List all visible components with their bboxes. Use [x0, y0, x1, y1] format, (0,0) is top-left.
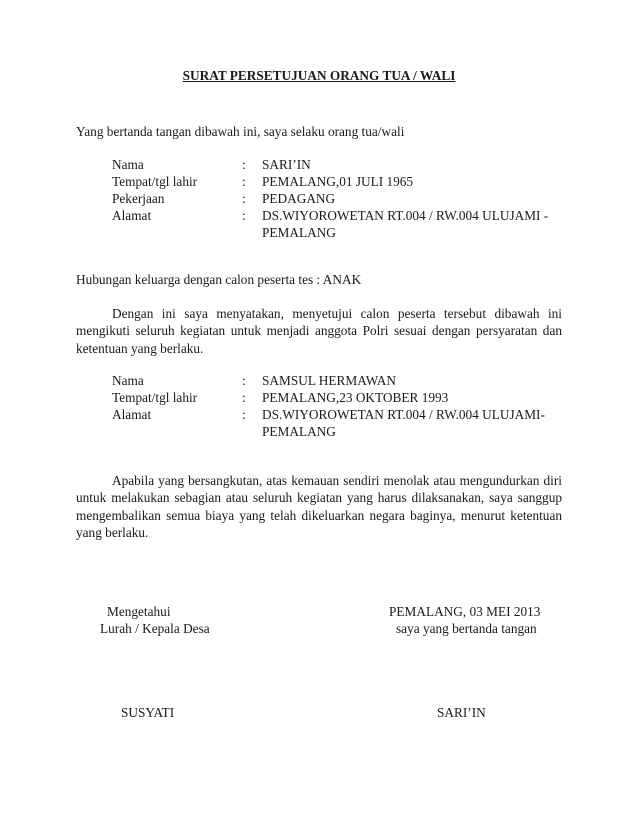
parent-address-value-1: DS.WIYOROWETAN RT.004 / RW.004 ULUJAMI - [262, 208, 549, 223]
parent-address-label: Alamat [112, 208, 152, 223]
parent-birth-value: PEMALANG,01 JULI 1965 [262, 174, 414, 189]
parent-occupation-label: Pekerjaan [112, 191, 165, 206]
intro-line: Yang bertanda tangan dibawah ini, saya selaku orang tua/wali [76, 124, 405, 139]
commitment-paragraph-text: Apabila yang bersangkutan, atas kemauan sendiri menolak atau mengundurkan diri untuk melakukan sebagian atau seluruh kegiatan yang harus dilaksanakan, saya sanggup mengembalikan semua biaya yang telah dikeluarkan negara baginya, menurut ketentuan yang berlaku. [76, 473, 562, 540]
candidate-address-value-1: DS.WIYOROWETAN RT.004 / RW.004 ULUJAMI- [262, 407, 545, 422]
colon: : [242, 208, 246, 223]
colon: : [242, 191, 246, 206]
consent-paragraph-text: Dengan ini saya menyatakan, menyetujui calon peserta tersebut dibawah ini mengikuti seluruh kegiatan untuk menjadi anggota Polri sesuai dengan persyaratan dan ketentuan yang berlaku. [76, 306, 562, 356]
parent-name-value: SARI’IN [262, 157, 311, 172]
candidate-address-label: Alamat [112, 407, 152, 422]
colon: : [242, 157, 246, 172]
candidate-name-row [0, 373, 638, 390]
relation-line: Hubungan keluarga dengan calon peserta tes : ANAK [76, 272, 362, 287]
parent-name-row [0, 157, 638, 174]
parent-address-row [0, 208, 638, 225]
parent-address-row-2 [0, 225, 638, 242]
candidate-birth-label: Tempat/tgl lahir [112, 390, 198, 405]
candidate-name-label: Nama [112, 373, 144, 388]
village-head-label: Lurah / Kepala Desa [100, 621, 210, 636]
letter-title: SURAT PERSETUJUAN ORANG TUA / WALI [182, 68, 456, 83]
candidate-address-row [0, 407, 638, 424]
colon: : [242, 407, 246, 422]
candidate-address-value-2: PEMALANG [262, 424, 336, 439]
signer-caption: saya yang bertanda tangan [396, 621, 537, 636]
parent-birth-label: Tempat/tgl lahir [112, 174, 198, 189]
parent-address-value-2: PEMALANG [262, 225, 336, 240]
candidate-name-value: SAMSUL HERMAWAN [262, 373, 397, 388]
colon: : [242, 390, 246, 405]
candidate-birth-row [0, 390, 638, 407]
colon: : [242, 373, 246, 388]
commitment-paragraph [76, 472, 562, 541]
consent-paragraph [76, 305, 562, 357]
place-date-label: PEMALANG, 03 MEI 2013 [389, 604, 541, 619]
parent-name-label: Nama [112, 157, 144, 172]
colon: : [242, 174, 246, 189]
parent-birth-row [0, 174, 638, 191]
village-head-name: SUSYATI [121, 705, 175, 720]
candidate-birth-value: PEMALANG,23 OKTOBER 1993 [262, 390, 449, 405]
acknowledged-label: Mengetahui [107, 604, 171, 619]
parent-occupation-row [0, 191, 638, 208]
candidate-address-row-2 [0, 424, 638, 441]
signer-name: SARI’IN [437, 705, 486, 720]
parent-occupation-value: PEDAGANG [262, 191, 336, 206]
